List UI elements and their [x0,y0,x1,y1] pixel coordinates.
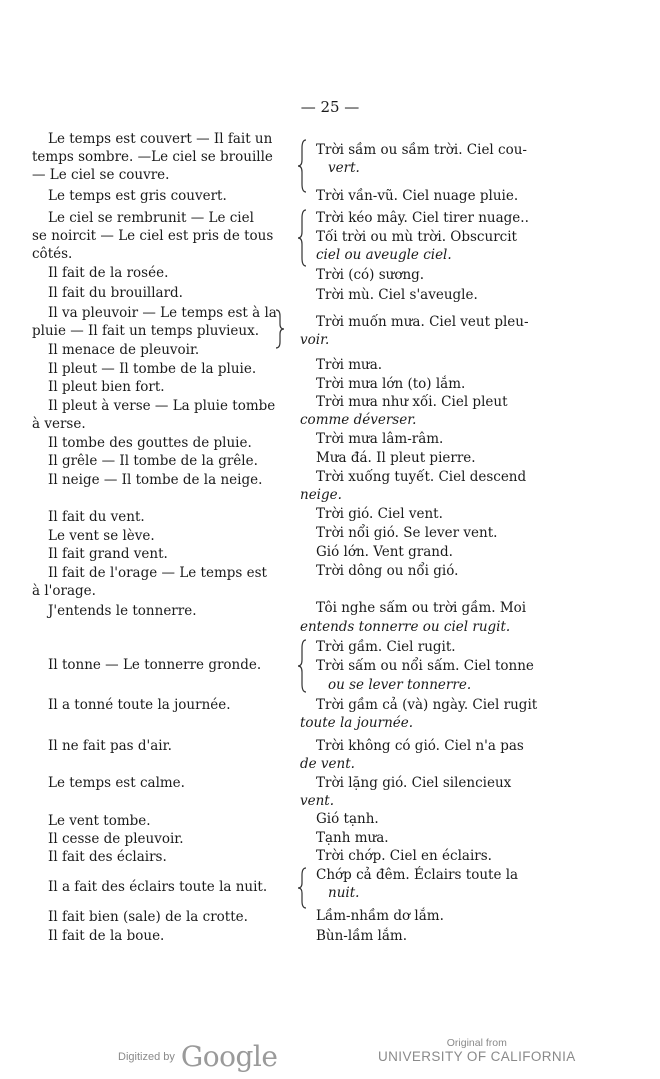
vietnamese-line: Trời gầm. Ciel rugit. [316,639,456,655]
vietnamese-line: Trời kéo mây. Ciel tirer nuage.. [316,210,529,226]
page-number: — 25 — [300,98,360,116]
french-line: Il grêle — Il tombe de la grêle. [48,453,258,469]
french-line: Il pleut à verse — La pluie tombe [48,398,276,414]
vietnamese-line: vert. [328,160,360,176]
french-line: côtés. [32,246,73,262]
french-line: Il neige — Il tombe de la neige. [48,472,263,488]
vietnamese-line: ou se lever tonnerre. [328,677,472,693]
vietnamese-line: Trời sầm ou sầm trời. Ciel cou- [316,142,527,158]
vietnamese-line: Trời mưa như xối. Ciel pleut [316,394,508,410]
vietnamese-line: de vent. [300,756,355,772]
french-line: à l'orage. [32,583,96,599]
french-line: Il fait de la rosée. [48,265,169,281]
vietnamese-line: Gió tạnh. [316,811,379,827]
vietnamese-line: Mưa đá. Il pleut pierre. [316,450,476,466]
vietnamese-line: Trời sấm ou nổi sấm. Ciel tonne [316,658,534,674]
french-line: Il fait de la boue. [48,928,165,944]
french-line: Le ciel se rembrunit — Le ciel [48,210,254,226]
vietnamese-line: Trời muốn mưa. Ciel veut pleu- [316,314,529,330]
vietnamese-line: Trời mưa lâm-râm. [316,431,444,447]
french-line: Il pleut — Il tombe de la pluie. [48,361,257,377]
french-line: Le vent tombe. [48,813,151,829]
french-line: Il tombe des gouttes de pluie. [48,435,252,451]
french-line: Il fait grand vent. [48,546,168,562]
french-line: Il va pleuvoir — Le temps est à la [48,305,277,321]
vietnamese-line: Trời chớp. Ciel en éclairs. [316,848,492,864]
university-label: UNIVERSITY OF CALIFORNIA [378,1049,576,1064]
vietnamese-line: Trời gió. Ciel vent. [316,506,443,522]
french-line: Il fait du brouillard. [48,285,183,301]
french-line: Le temps est gris couvert. [48,188,227,204]
source-credit [378,1037,576,1064]
vietnamese-line: Trời lặng gió. Ciel silencieux [316,775,512,791]
original-from-label: Original from [446,1037,507,1049]
vietnamese-line: Bùn-lầm lắm. [316,928,408,944]
french-line: Il menace de pleuvoir. [48,342,200,358]
vietnamese-line: Trời gầm cả (và) ngày. Ciel rugit [316,697,538,713]
french-line: à verse. [32,416,86,432]
french-line: se noircit — Le ciel est pris de tous [32,228,274,244]
french-line: Le temps est couvert — Il fait un [48,131,273,147]
vietnamese-line: Trời (có) sương. [316,267,425,283]
vietnamese-line: vent. [300,793,335,809]
french-line: temps sombre. —Le ciel se brouille [32,149,273,165]
french-line: — Le ciel se couvre. [32,167,170,183]
vietnamese-line: Chớp cả đêm. Éclairs toute la [316,867,519,883]
french-line: J'entends le tonnerre. [48,603,197,619]
digitized-credit [118,1040,277,1073]
vietnamese-line: Lầm-nhầm dơ lắm. [316,908,444,924]
vietnamese-line: Tạnh mưa. [316,830,389,846]
vietnamese-line: Trời xuống tuyết. Ciel descend [316,469,527,485]
vietnamese-line: Trời mưa. [316,357,383,373]
vietnamese-line: Tối trời ou mù trời. Obscurcit [316,229,517,245]
vietnamese-line: ciel ou aveugle ciel. [316,247,452,263]
brace [276,310,284,348]
vietnamese-line: Tôi nghe sấm ou trời gầm. Moi [316,600,527,616]
french-line: Il fait des éclairs. [48,849,167,865]
french-line: Il cesse de pleuvoir. [48,831,184,847]
french-line: Il a fait des éclairs toute la nuit. [48,879,268,895]
french-line: Il fait bien (sale) de la crotte. [48,909,248,925]
vietnamese-line: Trời dông ou nổi gió. [316,563,459,579]
vietnamese-line: voir. [300,332,330,348]
french-line: Il ne fait pas d'air. [48,738,172,754]
vietnamese-line: Trời vần-vũ. Ciel nuage pluie. [316,188,519,204]
french-line: Il pleut bien fort. [48,379,165,395]
vietnamese-line: entends tonnerre ou ciel rugit. [300,619,511,635]
french-line: Le temps est calme. [48,775,185,791]
french-line: Il tonne — Le tonnerre gronde. [48,657,262,673]
vietnamese-line: Trời nổi gió. Se lever vent. [316,525,498,541]
vietnamese-line: Trời không có gió. Ciel n'a pas [316,738,524,754]
vietnamese-line: nuit. [328,885,360,901]
vietnamese-line: Trời mù. Ciel s'aveugle. [316,287,478,303]
french-line: Il fait du vent. [48,509,145,525]
google-logo: Google [180,1040,278,1073]
french-line: pluie — Il fait un temps pluvieux. [32,323,260,339]
vietnamese-line: toute la journée. [300,715,414,731]
french-line: Le vent se lève. [48,528,155,544]
digitized-label: Digitized by [118,1050,175,1063]
vietnamese-line: comme déverser. [300,412,417,428]
vietnamese-line: Trời mưa lớn (to) lắm. [316,376,466,392]
vietnamese-line: neige. [300,487,342,503]
vietnamese-line: Gió lớn. Vent grand. [316,544,453,560]
french-line: Il a tonné toute la journée. [48,697,231,713]
french-line: Il fait de l'orage — Le temps est [48,565,267,581]
